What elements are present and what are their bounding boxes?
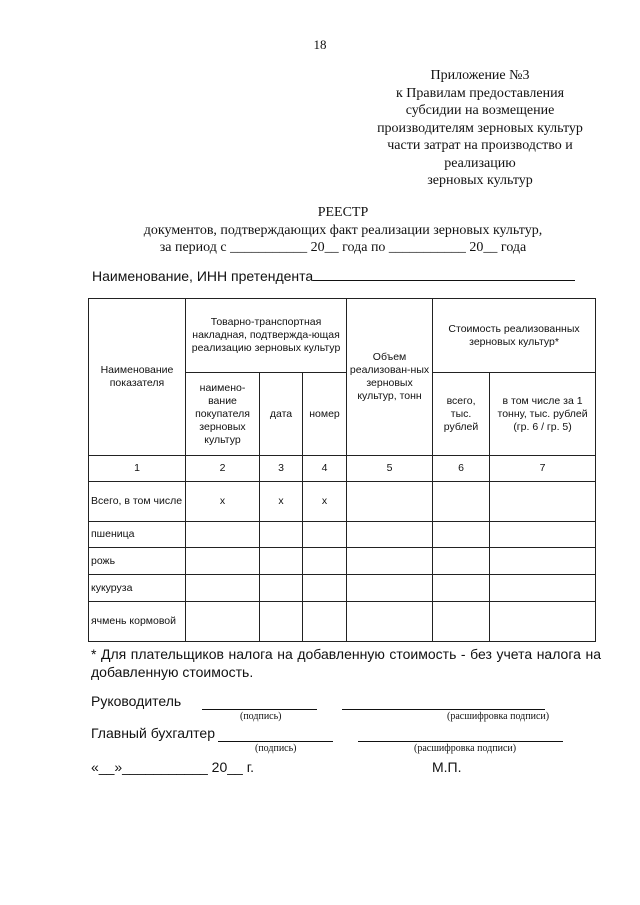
head-label: Руководитель (91, 693, 182, 709)
header-indicator: Наименование показателя (89, 299, 186, 456)
table-cell[interactable] (260, 575, 303, 602)
document-title (0, 204, 640, 257)
table-cell[interactable] (347, 482, 433, 522)
head-decryption-line[interactable] (342, 709, 545, 710)
title-subtitle: документов, подтверждающих факт реализации зерновых культур, (143, 222, 543, 238)
table-cell[interactable] (186, 602, 260, 642)
registry-table (88, 298, 596, 642)
header-waybill-group: Товарно-транспортная накладная, подтвержда-ющая реализацию зерновых культур (186, 299, 347, 373)
table-cell[interactable]: х (186, 482, 260, 522)
table-cell[interactable]: х (260, 482, 303, 522)
accountant-signature-line[interactable] (218, 741, 333, 742)
table-cell[interactable] (260, 522, 303, 548)
appendix-line: части затрат на производство и (387, 138, 573, 153)
table-cell[interactable] (490, 602, 596, 642)
row-label: ячмень кормовой (89, 602, 186, 642)
column-number: 7 (490, 456, 596, 482)
appendix-line: к Правилам предоставления (395, 85, 565, 101)
title-heading: РЕЕСТР (317, 205, 369, 220)
header-buyer: наимено-вание покупателя зерновых культур (186, 373, 260, 456)
appendix-line: субсидии на возмещение (405, 103, 555, 118)
column-number: 4 (303, 456, 347, 482)
table-cell[interactable] (490, 522, 596, 548)
row-label: пшеница (89, 522, 186, 548)
appendix-line: зерновых культур (427, 173, 533, 188)
table-cell[interactable] (347, 548, 433, 575)
table-cell[interactable]: х (303, 482, 347, 522)
title-period: за период с ___________ 20__ года по ___________ 20__ года (159, 240, 527, 255)
header-volume: Объем реализован-ных зерновых культур, тонн (347, 299, 433, 456)
table-cell[interactable] (303, 575, 347, 602)
applicant-input-line[interactable] (313, 268, 575, 281)
header-date: дата (260, 373, 303, 456)
appendix-line: Приложение №3 (430, 68, 530, 83)
table-cell[interactable] (303, 602, 347, 642)
table-cell[interactable] (347, 602, 433, 642)
stamp-place: М.П. (432, 759, 462, 775)
table-row (89, 548, 596, 575)
table-cell[interactable] (490, 548, 596, 575)
column-number: 1 (89, 456, 186, 482)
table-cell[interactable] (347, 575, 433, 602)
footnote: * Для плательщиков налога на добавленную стоимость - без учета налога на добавленную стоимость. (91, 646, 601, 680)
table-row (89, 575, 596, 602)
appendix-line: реализацию (444, 155, 516, 171)
accountant-decryption-caption: (расшифровка подписи) (414, 743, 517, 754)
header-number: номер (303, 373, 347, 456)
table-cell[interactable] (186, 575, 260, 602)
table-cell[interactable] (186, 522, 260, 548)
column-number: 5 (347, 456, 433, 482)
column-number: 2 (186, 456, 260, 482)
accountant-signature-caption: (подпись) (255, 743, 297, 754)
head-signature-line[interactable] (202, 709, 317, 710)
table-cell[interactable] (433, 522, 490, 548)
table-cell[interactable] (433, 602, 490, 642)
row-label: кукуруза (89, 575, 186, 602)
head-signature-caption: (подпись) (240, 711, 282, 722)
header-per-ton: в том числе за 1 тонну, тыс. рублей (гр. 6 / гр. 5) (490, 373, 596, 456)
table-cell[interactable] (433, 575, 490, 602)
row-label: рожь (89, 548, 186, 575)
appendix-block (350, 67, 610, 190)
table-cell[interactable] (347, 522, 433, 548)
head-decryption-caption: (расшифровка подписи) (447, 711, 550, 722)
appendix-line: производителям зерновых культур (377, 120, 583, 136)
table-row (89, 602, 596, 642)
accountant-decryption-line[interactable] (358, 741, 563, 742)
table-row (89, 522, 596, 548)
table-cell[interactable] (433, 548, 490, 575)
applicant-label: Наименование, ИНН претендента (92, 268, 314, 284)
table-cell[interactable] (260, 602, 303, 642)
date-line: «__»___________ 20__ г. (91, 759, 255, 775)
header-cost-group: Стоимость реализованных зерновых культур* (433, 299, 596, 373)
column-number: 3 (260, 456, 303, 482)
column-number: 6 (433, 456, 490, 482)
row-label: Всего, в том числе (89, 482, 186, 522)
table-cell[interactable] (433, 482, 490, 522)
table-cell[interactable] (260, 548, 303, 575)
applicant-field (92, 268, 575, 284)
table-cell[interactable] (490, 482, 596, 522)
header-total: всего, тыс. рублей (433, 373, 490, 456)
table-row (89, 482, 596, 522)
accountant-label: Главный бухгалтер (91, 725, 215, 741)
page-number: 18 (313, 37, 327, 52)
table-cell[interactable] (186, 548, 260, 575)
table-cell[interactable] (490, 575, 596, 602)
table-cell[interactable] (303, 548, 347, 575)
table-cell[interactable] (303, 522, 347, 548)
